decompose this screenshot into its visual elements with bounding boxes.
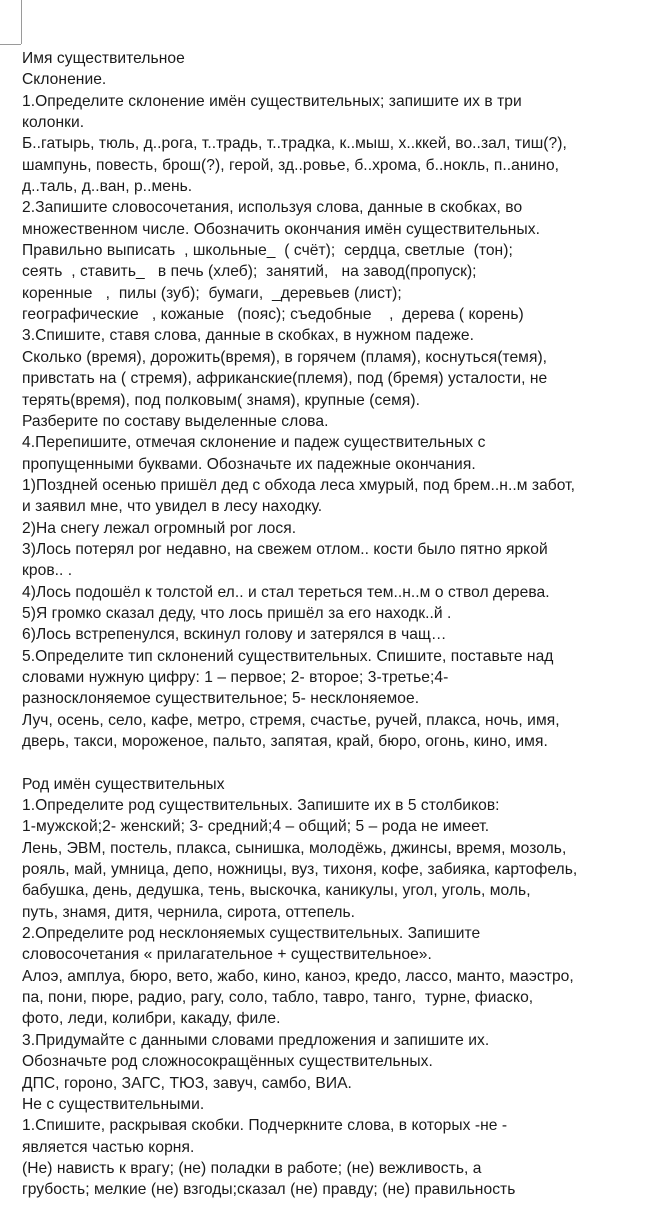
text-line: д..таль, д..ван, р..мень. [22,178,193,196]
text-line: словосочетания « прилагательное + существительное». [22,946,432,964]
section-title: Имя существительное [22,50,185,67]
subsection-title: Не с существительными. [22,1095,205,1113]
text-line: па, пони, пюре, радио, рагу, соло, табло, тавро, танго, турне, фиаско, [22,989,534,1007]
text-line: путь, знамя, дитя, чернила, сирота, оттепель. [22,903,356,921]
text-line: 3)Лось потерял рог недавно, на свежем отлом.. кости было пятно яркой [22,540,548,558]
text-line: Б..гатырь, тюль, д..рога, т..традь, т..традка, к..мыш, х..ккей, во..зал, тиш(?), [22,135,567,153]
text-line: сеять , ставить_ в печь (хлеб); занятий, на завод(пропуск); [22,263,477,281]
text-line: бабушка, день, дедушка, тень, выскочка, каникулы, угол, уголь, моль, [22,882,531,900]
text-line: 1.Определите род существительных. Запишите их в 5 столбиков: [22,797,500,815]
text-line: грубость; мелкие (не) взгоды;сказал (не) правду; (не) правильность [22,1181,516,1199]
text-line: географические , кожаные (пояс); съедобные , дерева ( корень) [22,306,524,324]
text-line: терять(время), под полковым( знамя), крупные (семя). [22,391,420,409]
text-line: пропущенными буквами. Обозначьте их падежные окончания. [22,455,476,473]
text-line: 6)Лось встрепенулся, вскинул голову и затерялся в чащ… [22,626,447,644]
text-line: Разберите по составу выделенные слова. [22,412,329,430]
text-line: 3.Придумайте с данными словами предложения и запишите их. [22,1031,490,1049]
text-line: Обозначьте род сложносокращённых существительных. [22,1053,433,1071]
text-line: (Не) нависть к врагу; (не) поладки в работе; (не) вежливость, а [22,1159,482,1177]
page-corner-mark-horizontal [0,44,21,45]
page-corner-mark-vertical [21,0,22,44]
subsection-title: Склонение. [22,71,107,89]
text-line: 5)Я громко сказал деду, что лось пришёл за его находк..й . [22,604,452,622]
text-line: дверь, такси, мороженое, пальто, запятая, край, бюро, огонь, кино, имя. [22,733,548,750]
text-line: кров.. . [22,562,73,580]
text-line: Правильно выписать , школьные_ ( счёт); сердца, светлые (тон); [22,242,513,260]
text-line: 4.Перепишите, отмечая склонение и падеж существительных с [22,434,486,452]
text-line: словами нужную цифру: 1 – первое; 2- второе; 3-третье;4- [22,668,449,686]
text-line: 1.Спишите, раскрывая скобки. Подчеркните слова, в которых -не - [22,1117,508,1135]
text-line: 3.Спишите, ставя слова, данные в скобках, в нужном падеже. [22,327,474,345]
text-line: 4)Лось подошёл к толстой ел.. и стал тереться тем..н..м о ствол дерева. [22,583,550,601]
blank-line [22,752,656,773]
text-line: коренные , пилы (зуб); бумаги, _деревьев (лист); [22,284,402,302]
text-line: Луч, осень, село, кафе, метро, стремя, счастье, ручей, плакса, ночь, имя, [22,711,560,729]
section-title: Род имён существительных [22,775,225,793]
text-line: привстать на ( стремя), африканские(племя), под (бремя) усталости, не [22,370,548,388]
text-line: ДПС, гороно, ЗАГС, ТЮЗ, завуч, самбо, ВИА. [22,1074,352,1092]
text-line: колонки. [22,114,85,132]
text-line: 2.Запишите словосочетания, используя слова, данные в скобках, во [22,199,523,217]
text-line: шампунь, повесть, брош(?), герой, зд..ровье, б..хрома, б..нокль, п..анино, [22,156,560,174]
text-line: 5.Определите тип склонений существительных. Спишите, поставьте над [22,647,554,665]
document-body [22,48,656,1201]
text-line: Сколько (время), дорожить(время), в горячем (пламя), коснуться(темя), [22,348,548,366]
text-line: 2.Определите род несклоняемых существительных. Запишите [22,925,481,943]
text-line: 1)Поздней осенью пришёл дед с обхода леса хмурый, под брем..н..м забот, [22,476,575,494]
text-line: 1.Определите склонение имён существительных; запишите их в три [22,92,522,110]
text-line: множественном числе. Обозначить окончания имён существительных. [22,220,540,238]
text-line: фото, леди, колибри, какаду, филе. [22,1010,281,1028]
text-line: и заявил мне, что увидел в лесу находку. [22,498,323,516]
text-line: является частью корня. [22,1138,195,1156]
text-line: рояль, май, умница, депо, ножницы, вуз, тихоня, кофе, забияка, картофель, [22,861,578,879]
text-line: разносклоняемое существительное; 5- несклоняемое. [22,690,420,708]
text-line: Алоэ, амплуа, бюро, вето, жабо, кино, каноэ, кредо, лассо, манто, маэстро, [22,967,574,985]
text-line: 1-мужской;2- женский; 3- средний;4 – общий; 5 – рода не имеет. [22,818,490,836]
text-line: Лень, ЭВМ, постель, плакса, сынишка, молодёжь, джинсы, время, мозоль, [22,839,567,857]
text-line: 2)На снегу лежал огромный рог лося. [22,519,297,537]
